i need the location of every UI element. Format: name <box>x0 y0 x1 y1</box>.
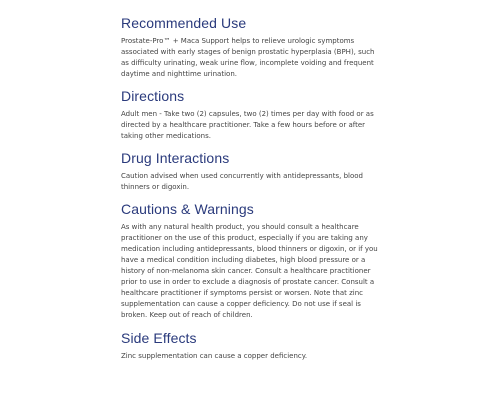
section-directions <box>121 87 383 142</box>
section-heading-drug-interactions: Drug Interactions <box>121 150 230 166</box>
section-heading-cautions-warnings: Cautions & Warnings <box>121 201 254 217</box>
section-body-side-effects: Zinc supplementation can cause a copper deficiency. <box>121 352 308 360</box>
section-heading-directions: Directions <box>121 88 185 104</box>
section-heading-recommended-use: Recommended Use <box>121 15 247 31</box>
section-body-cautions-warnings: As with any natural health product, you should consult a healthcare practitioner on the use of this product, especially if you are taking any medication including antidepressants, blood thinners or digoxin, or if you have a medical condition including diabetes, high blood pressure or a history of non-melanoma skin cancer. Consult a healthcare practitioner prior to use in order to exclude a diagnosis of prostate cancer. Consult a healthcare practitioner if symptoms persist or worsen. Note that zinc supplementation can cause a copper deficiency. Do not use if seal is broken. Keep out of reach of children. <box>121 223 378 319</box>
product-info-content <box>121 14 383 362</box>
section-body-drug-interactions: Caution advised when used concurrently with antidepressants, blood thinners or digoxin. <box>121 172 363 191</box>
section-cautions-warnings <box>121 200 383 321</box>
section-heading-side-effects: Side Effects <box>121 330 197 346</box>
section-drug-interactions <box>121 149 383 193</box>
section-side-effects <box>121 329 383 362</box>
section-recommended-use <box>121 14 383 80</box>
section-body-directions: Adult men - Take two (2) capsules, two (2) times per day with food or as directed by a healthcare practitioner. Take a few hours before or after taking other medications. <box>121 110 374 140</box>
section-body-recommended-use: Prostate-Pro™ + Maca Support helps to relieve urologic symptoms associated with early stages of benign prostatic hyperplasia (BPH), such as difficulty urinating, weak urine flow, incomplete voiding and frequent daytime and nighttime urination. <box>121 37 375 78</box>
